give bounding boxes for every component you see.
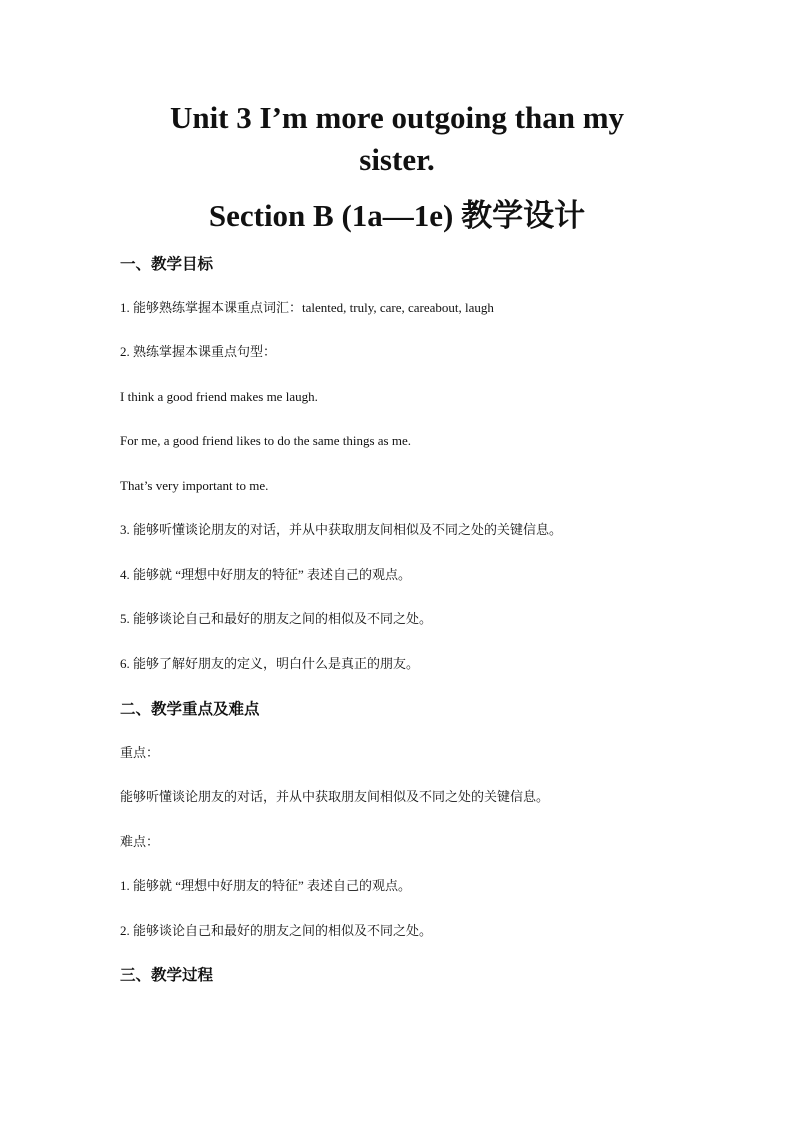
key-point-label: 重点： [120,745,160,760]
section-heading-process: 三、教学过程 [120,966,214,984]
objective-item: 5. 能够谈论自己和最好的朋友之间的相似及不同之处。 [120,611,433,626]
document-title-line-2: sister. [359,142,435,177]
section-heading-key-points: 二、教学重点及难点 [120,700,260,718]
example-sentence: For me, a good friend likes to do the same things as me. [120,433,412,448]
difficulty-label: 难点： [120,834,160,849]
objective-item: 1. 能够熟练掌握本课重点词汇：talented, truly, care, careabout, laugh [120,300,494,315]
objective-item: 4. 能够就 “理想中好朋友的特征” 表述自己的观点。 [120,567,412,582]
document-title-line-1: Unit 3 I’m more outgoing than my [169,100,625,135]
difficulty-item: 1. 能够就 “理想中好朋友的特征” 表述自己的观点。 [120,878,412,893]
document-subtitle: Section B (1a—1e) 教学设计 [208,198,586,233]
objective-item: 6. 能够了解好朋友的定义，明白什么是真正的朋友。 [120,656,420,671]
difficulty-item: 2. 能够谈论自己和最好的朋友之间的相似及不同之处。 [120,923,433,938]
example-sentence: I think a good friend makes me laugh. [120,389,318,404]
example-sentence: That’s very important to me. [120,478,269,493]
key-point-item: 能够听懂谈论朋友的对话，并从中获取朋友间相似及不同之处的关键信息。 [120,789,550,804]
section-heading-objectives: 一、教学目标 [120,255,214,273]
objective-item: 2. 熟练掌握本课重点句型： [120,344,277,359]
objective-item: 3. 能够听懂谈论朋友的对话，并从中获取朋友间相似及不同之处的关键信息。 [120,522,563,537]
